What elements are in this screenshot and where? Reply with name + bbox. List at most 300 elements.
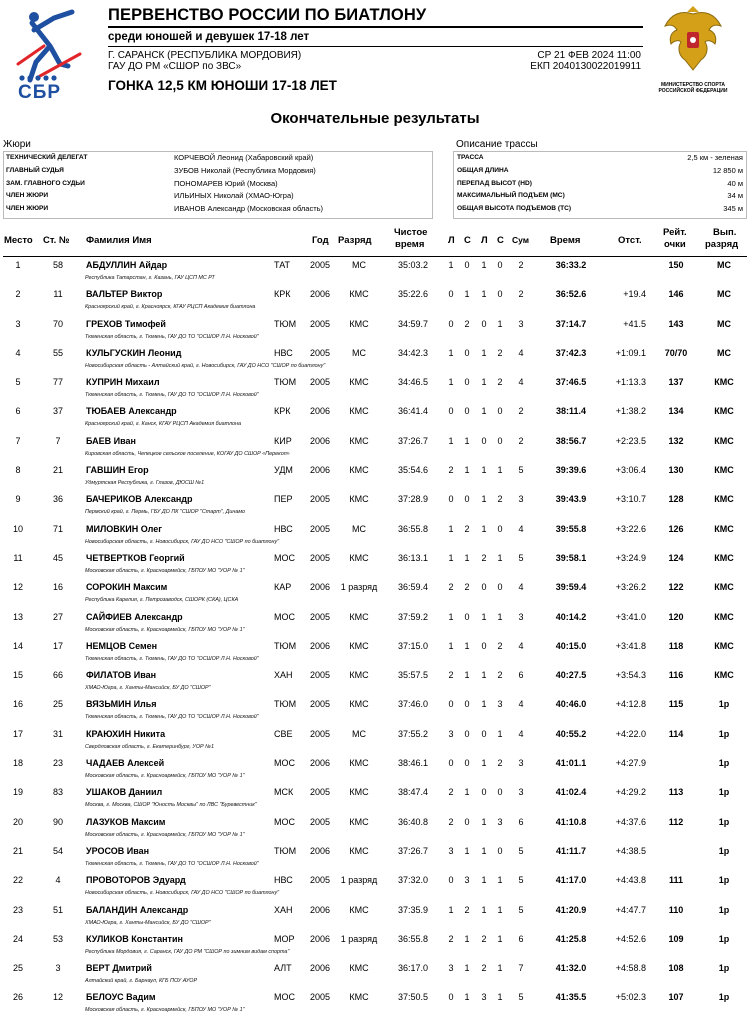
behind-time: +3:41.8 bbox=[615, 640, 646, 651]
done-rank: 1р bbox=[718, 904, 730, 915]
shoot-3: 2 bbox=[481, 552, 487, 563]
athlete-affiliation: Республика Татарстан, г. Казань, ГАУ ЦСП МС РТ bbox=[85, 275, 215, 281]
jury-name: ИЛЬИНЫХ Николай (ХМАО-Югра) bbox=[174, 191, 294, 201]
shoot-4: 1 bbox=[497, 728, 503, 739]
athlete-affiliation: Новосибирская область, г. Новосибирск, ГАУ ДО НСО "СШОР по биатлону" bbox=[85, 890, 280, 897]
track-item bbox=[454, 178, 746, 191]
rank-cell: КМС bbox=[349, 406, 369, 417]
athlete-affiliation: Тюменская область, г. Тюмень, ГАУ ДО ТО "ОСШОР Л.Н. Носковой" bbox=[85, 860, 259, 867]
shoot-4: 2 bbox=[497, 347, 503, 358]
shoot-1: 1 bbox=[448, 552, 454, 563]
shoot-3: 1 bbox=[481, 494, 487, 505]
total-time: 39:55.8 bbox=[555, 523, 587, 534]
behind-time: +4:27.9 bbox=[615, 758, 646, 769]
rank-cell: КМС bbox=[349, 758, 369, 769]
clean-time: 34:46.5 bbox=[397, 377, 429, 388]
athlete-affiliation: Красноярский край, г. Красноярск, КГАУ РЦСП Академия биатлона bbox=[85, 304, 256, 311]
shoot-1: 0 bbox=[448, 318, 454, 329]
shoot-1: 1 bbox=[448, 640, 454, 651]
jury-member bbox=[4, 152, 432, 165]
rank-cell: МС bbox=[352, 347, 366, 358]
table-row bbox=[0, 638, 750, 667]
place-cell: 10 bbox=[12, 523, 23, 534]
region-cell: МОС bbox=[274, 611, 295, 622]
track-item bbox=[454, 190, 746, 203]
bib-cell: 55 bbox=[52, 347, 63, 358]
shoot-sum: 6 bbox=[518, 816, 524, 827]
athlete-affiliation: Удмуртская Республика, г. Глазов, ДЮСШ №1 bbox=[85, 480, 205, 487]
athlete-affiliation: Тюменская область, г. Тюмень, ГАУ ДО ТО "ОСШОР Л.Н. Носковой" bbox=[85, 392, 259, 399]
col-time: Время bbox=[550, 235, 581, 246]
rank-cell: КМС bbox=[349, 465, 369, 476]
col-rating-1: Рейт. bbox=[663, 227, 687, 238]
place-cell: 20 bbox=[12, 816, 23, 827]
rating-points: 146 bbox=[668, 289, 684, 300]
jury-role: ЗАМ. ГЛАВНОГО СУДЬИ bbox=[6, 179, 85, 187]
track-key: ОБЩАЯ ВЫСОТА ПОДЪЕМОВ (ТС) bbox=[457, 205, 572, 213]
bib-cell: 51 bbox=[52, 904, 63, 915]
clean-time: 36:55.8 bbox=[397, 523, 429, 534]
clean-time: 36:55.8 bbox=[397, 933, 429, 944]
shoot-4: 0 bbox=[497, 435, 503, 446]
shoot-sum: 3 bbox=[518, 611, 524, 622]
track-item bbox=[454, 152, 746, 165]
place-cell: 16 bbox=[12, 699, 23, 710]
year-cell: 2005 bbox=[310, 787, 331, 798]
shoot-1: 1 bbox=[448, 611, 454, 622]
rank-cell: МС bbox=[352, 728, 366, 739]
rating-points: 113 bbox=[668, 787, 684, 798]
year-cell: 2005 bbox=[310, 260, 331, 270]
athlete-affiliation: Кировская область, Чепецкое сельское поселение, КОГАУ ДО СШОР «Перекоп» bbox=[85, 450, 290, 457]
table-row bbox=[0, 960, 750, 989]
table-row bbox=[0, 286, 750, 315]
clean-time: 37:55.2 bbox=[397, 728, 429, 739]
total-time: 39:39.6 bbox=[555, 465, 587, 476]
clean-time: 34:42.3 bbox=[397, 347, 429, 358]
shoot-1: 1 bbox=[448, 523, 454, 534]
done-rank: КМС bbox=[714, 494, 734, 505]
shoot-1: 1 bbox=[448, 904, 454, 915]
shoot-4: 1 bbox=[497, 904, 503, 915]
shoot-3: 0 bbox=[481, 582, 487, 593]
done-rank: 1р bbox=[718, 875, 730, 886]
region-cell: МОС bbox=[274, 552, 295, 563]
event-subtitle: среди юношей и девушек 17-18 лет bbox=[108, 31, 310, 43]
year-cell: 2006 bbox=[310, 465, 331, 476]
total-time: 41:35.5 bbox=[555, 992, 587, 1003]
athlete-affiliation: ХМАО-Югра, г. Ханты-Мансийск, БУ ДО "СШОР" bbox=[85, 685, 211, 692]
place-cell: 3 bbox=[15, 318, 21, 329]
rank-cell: КМС bbox=[349, 904, 369, 915]
sbr-logo-text: СБР bbox=[18, 82, 62, 103]
shoot-1: 1 bbox=[448, 260, 454, 270]
year-cell: 2005 bbox=[310, 377, 331, 388]
done-rank: 1р bbox=[718, 758, 730, 769]
athlete-name: ЧАДАЕВ Алексей bbox=[86, 758, 165, 769]
done-rank: КМС bbox=[714, 582, 734, 593]
shoot-1: 3 bbox=[448, 963, 454, 974]
athlete-name: ФИЛАТОВ Иван bbox=[86, 670, 157, 681]
region-cell: ТЮМ bbox=[274, 699, 297, 710]
shoot-3: 1 bbox=[481, 845, 487, 856]
table-row bbox=[0, 931, 750, 960]
bib-cell: 25 bbox=[52, 699, 63, 710]
shoot-3: 1 bbox=[481, 406, 487, 417]
athlete-name: БАЛАНДИН Александр bbox=[86, 904, 189, 915]
done-rank: 1р bbox=[718, 699, 730, 710]
shoot-3: 3 bbox=[481, 992, 487, 1003]
table-row bbox=[0, 257, 750, 286]
athlete-affiliation: Московская область, г. Красноармейск, ГБПОУ МО "УОР № 1" bbox=[85, 567, 245, 574]
table-row bbox=[0, 374, 750, 403]
jury-member bbox=[4, 165, 432, 178]
total-time: 41:20.9 bbox=[555, 904, 587, 915]
col-place: Место bbox=[4, 235, 33, 246]
shoot-1: 2 bbox=[448, 816, 454, 827]
table-row bbox=[0, 902, 750, 931]
shoot-4: 0 bbox=[497, 406, 503, 417]
rating-points: 108 bbox=[668, 963, 684, 974]
rank-cell: КМС bbox=[349, 611, 369, 622]
done-rank: КМС bbox=[714, 552, 734, 563]
place-cell: 19 bbox=[12, 787, 23, 798]
year-cell: 2005 bbox=[310, 816, 331, 827]
shoot-sum: 4 bbox=[518, 699, 524, 710]
behind-time: +3:26.2 bbox=[615, 582, 646, 593]
shoot-sum: 5 bbox=[518, 992, 524, 1003]
col-rank: Разряд bbox=[338, 235, 372, 246]
shoot-sum: 2 bbox=[518, 260, 524, 270]
clean-time: 38:46.1 bbox=[397, 758, 429, 769]
bib-cell: 12 bbox=[52, 992, 63, 1003]
track-panel bbox=[453, 151, 747, 219]
table-row bbox=[0, 755, 750, 784]
place-cell: 12 bbox=[12, 582, 23, 593]
athlete-affiliation: ХМАО-Югра, г. Ханты-Мансийск, БУ ДО "СШОР" bbox=[85, 919, 211, 926]
athlete-name: ГАВШИН Егор bbox=[86, 465, 149, 476]
shoot-3: 1 bbox=[481, 347, 487, 358]
athlete-name: УШАКОВ Даниил bbox=[86, 787, 163, 798]
shoot-2: 0 bbox=[464, 377, 470, 388]
athlete-name: СОРОКИН Максим bbox=[86, 582, 168, 593]
shoot-4: 1 bbox=[497, 611, 503, 622]
year-cell: 2005 bbox=[310, 670, 331, 681]
athlete-name: ВЯЗЬМИН Илья bbox=[86, 699, 157, 710]
rating-points: 130 bbox=[668, 465, 684, 476]
table-row bbox=[0, 579, 750, 608]
athlete-name: ПРОВОТОРОВ Эдуард bbox=[86, 875, 186, 886]
shoot-4: 1 bbox=[497, 552, 503, 563]
region-cell: ТЮМ bbox=[274, 318, 297, 329]
jury-role: ЧЛЕН ЖЮРИ bbox=[6, 192, 49, 200]
done-rank: МС bbox=[717, 347, 731, 358]
clean-time: 38:47.4 bbox=[397, 787, 429, 798]
athlete-name: ВЕРТ Дмитрий bbox=[86, 963, 152, 974]
shoot-sum: 6 bbox=[518, 670, 524, 681]
athlete-name: САЙФИЕВ Александр bbox=[86, 611, 183, 622]
clean-time: 34:59.7 bbox=[397, 318, 429, 329]
athlete-name: ГРЕХОВ Тимофей bbox=[86, 318, 166, 329]
clean-time: 37:28.9 bbox=[397, 494, 429, 505]
bib-cell: 21 bbox=[52, 465, 63, 476]
clean-time: 36:13.1 bbox=[397, 552, 429, 563]
rating-points: 109 bbox=[668, 933, 684, 944]
place-cell: 24 bbox=[12, 933, 23, 944]
track-key: ОБЩАЯ ДЛИНА bbox=[457, 166, 509, 174]
shoot-3: 2 bbox=[481, 963, 487, 974]
athlete-name: БАЧЕРИКОВ Александр bbox=[86, 494, 193, 505]
jury-member bbox=[4, 190, 432, 203]
clean-time: 37:46.0 bbox=[397, 699, 429, 710]
total-time: 40:27.5 bbox=[555, 670, 587, 681]
rank-cell: КМС bbox=[349, 787, 369, 798]
athlete-affiliation: Новосибирская область, г. Новосибирск, ГАУ ДО НСО "СШОР по биатлону" bbox=[85, 538, 280, 545]
done-rank: КМС bbox=[714, 611, 734, 622]
year-cell: 2006 bbox=[310, 758, 331, 769]
shoot-2: 1 bbox=[464, 787, 470, 798]
behind-time: +3:54.3 bbox=[615, 670, 646, 681]
year-cell: 2005 bbox=[310, 494, 331, 505]
shoot-2: 2 bbox=[464, 318, 470, 329]
year-cell: 2006 bbox=[310, 289, 331, 300]
clean-time: 37:26.7 bbox=[397, 435, 429, 446]
track-value: 2,5 км - зеленая bbox=[687, 153, 743, 162]
bib-cell: 7 bbox=[55, 435, 61, 446]
year-cell: 2006 bbox=[310, 963, 331, 974]
shoot-1: 0 bbox=[448, 406, 454, 417]
shoot-2: 1 bbox=[464, 289, 470, 300]
athlete-name: МИЛОВКИН Олег bbox=[86, 523, 162, 534]
shoot-sum: 4 bbox=[518, 523, 524, 534]
behind-time: +4:58.8 bbox=[615, 963, 646, 974]
bib-cell: 53 bbox=[52, 933, 63, 944]
col-behind: Отст. bbox=[618, 235, 642, 246]
shoot-4: 1 bbox=[497, 318, 503, 329]
behind-time: +4:37.6 bbox=[615, 816, 646, 827]
shoot-2: 3 bbox=[464, 875, 470, 886]
clean-time: 37:59.2 bbox=[397, 611, 429, 622]
region-cell: НВС bbox=[274, 875, 293, 886]
bib-cell: 66 bbox=[52, 670, 63, 681]
jury-heading: Жюри bbox=[3, 139, 31, 150]
total-time: 37:42.3 bbox=[555, 347, 587, 358]
col-year: Год bbox=[312, 235, 329, 246]
rating-points: 116 bbox=[668, 670, 684, 681]
place-cell: 1 bbox=[15, 260, 21, 270]
athlete-name: КУЛЬГУСКИН Леонид bbox=[86, 347, 182, 358]
shoot-3: 0 bbox=[481, 318, 487, 329]
shoot-3: 1 bbox=[481, 670, 487, 681]
shoot-1: 0 bbox=[448, 875, 454, 886]
shoot-1: 2 bbox=[448, 582, 454, 593]
shoot-4: 2 bbox=[497, 494, 503, 505]
rank-cell: КМС bbox=[349, 494, 369, 505]
shoot-3: 1 bbox=[481, 377, 487, 388]
bib-cell: 23 bbox=[52, 758, 63, 769]
shoot-3: 1 bbox=[481, 758, 487, 769]
shoot-sum: 3 bbox=[518, 494, 524, 505]
region-cell: ТЮМ bbox=[274, 845, 297, 856]
rank-cell: КМС bbox=[349, 377, 369, 388]
bib-cell: 83 bbox=[52, 787, 63, 798]
track-key: ПЕРЕПАД ВЫСОТ (HD) bbox=[457, 179, 532, 187]
col-clean-1: Чистое bbox=[394, 227, 428, 238]
place-cell: 22 bbox=[12, 875, 23, 886]
place-cell: 4 bbox=[15, 347, 21, 358]
shoot-1: 0 bbox=[448, 699, 454, 710]
shoot-3: 1 bbox=[481, 611, 487, 622]
region-cell: НВС bbox=[274, 523, 293, 534]
athlete-affiliation: Новосибирская область - Алтайский край, г. Новосибирск, ГАУ ДО НСО "СШОР по биатлону" bbox=[85, 362, 326, 369]
rank-cell: МС bbox=[352, 260, 366, 270]
shoot-4: 0 bbox=[497, 845, 503, 856]
year-cell: 2006 bbox=[310, 933, 331, 944]
shoot-1: 3 bbox=[448, 728, 454, 739]
shoot-sum: 2 bbox=[518, 406, 524, 417]
total-time: 41:11.7 bbox=[555, 845, 587, 856]
shoot-3: 1 bbox=[481, 904, 487, 915]
region-cell: МОС bbox=[274, 758, 295, 769]
region-cell: ХАН bbox=[274, 904, 293, 915]
race-title: ГОНКА 12,5 КМ ЮНОШИ 17-18 ЛЕТ bbox=[108, 78, 337, 93]
shoot-1: 0 bbox=[448, 494, 454, 505]
year-cell: 2006 bbox=[310, 435, 331, 446]
shoot-4: 3 bbox=[497, 816, 503, 827]
col-done-1: Вып. bbox=[713, 227, 737, 238]
rating-points: 122 bbox=[668, 582, 684, 593]
behind-time: +1:09.1 bbox=[615, 347, 646, 358]
table-row bbox=[0, 521, 750, 550]
behind-time: +4:12.8 bbox=[615, 699, 646, 710]
region-cell: УДМ bbox=[274, 465, 293, 476]
rating-points: 111 bbox=[668, 875, 684, 886]
shoot-3: 1 bbox=[481, 699, 487, 710]
athlete-affiliation: Московская область, г. Красноармейск, ГБПОУ МО "УОР № 1" bbox=[85, 831, 245, 838]
rank-cell: 1 разряд bbox=[340, 933, 378, 944]
table-row bbox=[0, 345, 750, 374]
shoot-1: 2 bbox=[448, 670, 454, 681]
table-row bbox=[0, 814, 750, 843]
year-cell: 2005 bbox=[310, 318, 331, 329]
behind-time: +1:38.2 bbox=[615, 406, 646, 417]
place-cell: 11 bbox=[13, 552, 23, 563]
athlete-name: КУЛИКОВ Константин bbox=[86, 933, 183, 944]
table-row bbox=[0, 316, 750, 345]
done-rank: 1р bbox=[718, 933, 730, 944]
rank-cell: КМС bbox=[349, 699, 369, 710]
place-cell: 17 bbox=[12, 728, 23, 739]
total-time: 41:32.0 bbox=[555, 963, 587, 974]
shoot-sum: 3 bbox=[518, 758, 524, 769]
jury-member bbox=[4, 178, 432, 191]
behind-time: +4:29.2 bbox=[615, 787, 646, 798]
total-time: 39:58.1 bbox=[555, 552, 587, 563]
region-cell: МОР bbox=[274, 933, 295, 944]
shoot-3: 0 bbox=[481, 640, 487, 651]
region-cell: КАР bbox=[274, 582, 292, 593]
rank-cell: КМС bbox=[349, 845, 369, 856]
shoot-2: 1 bbox=[464, 640, 470, 651]
track-key: ТРАССА bbox=[457, 154, 484, 161]
athlete-affiliation: Московская область, г. Красноармейск, ГБПОУ МО "УОР № 1" bbox=[85, 1007, 245, 1014]
athlete-name: НЕМЦОВ Семен bbox=[86, 640, 158, 651]
clean-time: 37:15.0 bbox=[397, 640, 429, 651]
place-cell: 5 bbox=[15, 377, 21, 388]
table-row bbox=[0, 872, 750, 901]
table-row bbox=[0, 989, 750, 1018]
year-cell: 2006 bbox=[310, 406, 331, 417]
track-item bbox=[454, 165, 746, 178]
bib-cell: 90 bbox=[52, 816, 63, 827]
year-cell: 2006 bbox=[310, 640, 331, 651]
behind-time: +4:38.5 bbox=[615, 845, 646, 856]
athlete-name: ТЮБАЕВ Александр bbox=[86, 406, 177, 417]
track-item bbox=[454, 203, 746, 216]
year-cell: 2005 bbox=[310, 523, 331, 534]
col-rating-2: очки bbox=[664, 239, 686, 250]
year-cell: 2005 bbox=[310, 992, 331, 1003]
total-time: 41:17.0 bbox=[555, 875, 587, 886]
done-rank: КМС bbox=[714, 406, 734, 417]
shoot-4: 2 bbox=[497, 758, 503, 769]
table-row bbox=[0, 433, 750, 462]
done-rank: 1р bbox=[718, 787, 730, 798]
sbr-logo bbox=[10, 6, 90, 102]
shoot-2: 1 bbox=[464, 845, 470, 856]
bib-cell: 31 bbox=[52, 728, 63, 739]
behind-time: +4:43.8 bbox=[615, 875, 646, 886]
col-shoot-1: Л bbox=[448, 235, 455, 246]
shoot-4: 0 bbox=[497, 260, 503, 270]
done-rank: КМС bbox=[714, 670, 734, 681]
shoot-3: 1 bbox=[481, 875, 487, 886]
bib-cell: 11 bbox=[53, 289, 63, 300]
region-cell: АЛТ bbox=[274, 963, 292, 974]
done-rank: КМС bbox=[714, 377, 734, 388]
bib-cell: 70 bbox=[52, 318, 63, 329]
location-city: Г. САРАНСК (РЕСПУБЛИКА МОРДОВИЯ) bbox=[108, 50, 302, 61]
shoot-sum: 5 bbox=[518, 552, 524, 563]
clean-time: 36:59.4 bbox=[397, 582, 429, 593]
rank-cell: КМС bbox=[349, 435, 369, 446]
track-key: МАКСИМАЛЬНЫЙ ПОДЪЕМ (МС) bbox=[457, 192, 565, 200]
table-row bbox=[0, 726, 750, 755]
clean-time: 37:35.9 bbox=[397, 904, 429, 915]
rating-points: 137 bbox=[668, 377, 684, 388]
rank-cell: КМС bbox=[349, 640, 369, 651]
region-cell: ТАТ bbox=[274, 260, 290, 270]
shoot-3: 1 bbox=[481, 523, 487, 534]
bib-cell: 36 bbox=[52, 494, 63, 505]
shoot-2: 0 bbox=[464, 347, 470, 358]
clean-time: 36:41.4 bbox=[397, 406, 429, 417]
year-cell: 2005 bbox=[310, 611, 331, 622]
results-title: Окончательные результаты bbox=[270, 110, 480, 127]
rank-cell: 1 разряд bbox=[340, 582, 378, 593]
place-cell: 26 bbox=[12, 992, 23, 1003]
region-cell: КИР bbox=[274, 435, 292, 446]
region-cell: МОС bbox=[274, 992, 295, 1003]
jury-member bbox=[4, 203, 432, 216]
shoot-2: 1 bbox=[464, 552, 470, 563]
shoot-1: 1 bbox=[448, 435, 454, 446]
place-cell: 2 bbox=[15, 289, 21, 300]
shoot-1: 2 bbox=[448, 933, 454, 944]
rating-points: 126 bbox=[668, 523, 684, 534]
place-cell: 23 bbox=[12, 904, 23, 915]
shoot-3: 1 bbox=[481, 289, 487, 300]
